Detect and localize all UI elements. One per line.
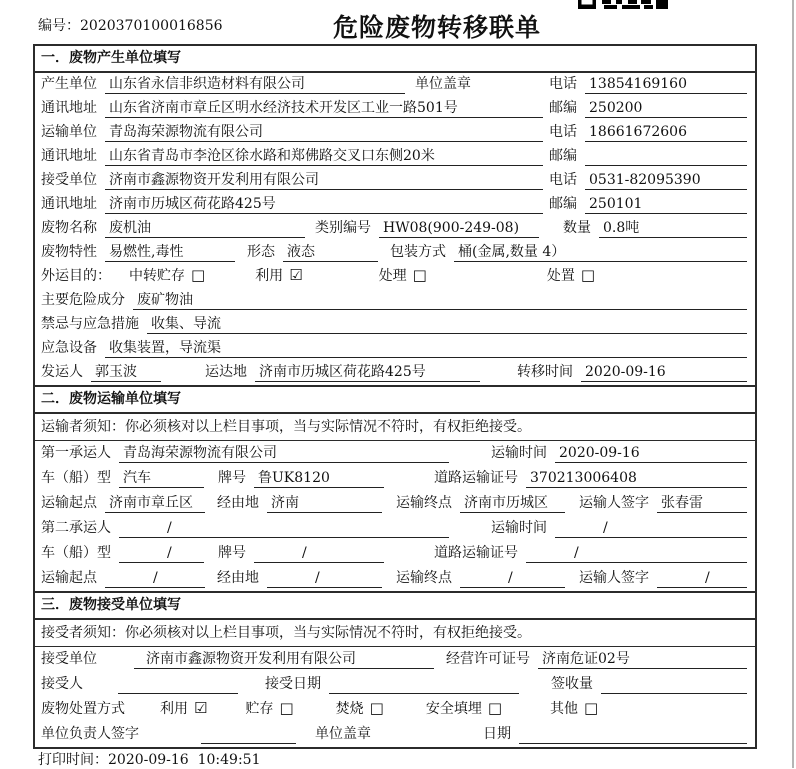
- field-value: 370213006408: [526, 469, 747, 488]
- field-label: 运输单位: [41, 124, 97, 140]
- checkbox-unchecked-icon: □: [279, 699, 294, 717]
- field-value: 济南市鑫源物资开发利用有限公司: [105, 171, 543, 190]
- field-value: 济南市章丘区: [105, 494, 205, 513]
- field-value: 2020-09-16: [581, 363, 747, 382]
- form-row: [35, 491, 755, 516]
- form-row: [35, 722, 755, 747]
- checkbox: [255, 266, 302, 286]
- field-value: /: [119, 519, 449, 538]
- checkbox-label: 利用: [255, 268, 284, 284]
- form-row: [35, 193, 755, 217]
- form-row: [35, 466, 755, 491]
- section-1: [35, 46, 755, 385]
- print-time-value: 2020-09-16 10:49:51: [108, 752, 261, 768]
- field-label: 外运目的：: [41, 268, 111, 284]
- form-row: [35, 73, 755, 97]
- field-label: 运输起点: [41, 570, 97, 586]
- checkbox-label: 处理: [378, 268, 407, 284]
- checkbox-label: 贮存: [245, 701, 274, 717]
- field-label: 形态: [247, 244, 275, 260]
- form: [33, 44, 757, 749]
- checkbox: [129, 266, 205, 286]
- form-row: [35, 217, 755, 241]
- field-label: 运输人签字: [579, 495, 649, 511]
- field-value: 山东省青岛市李沧区徐水路和郑佛路交叉口东侧20米: [105, 147, 543, 166]
- field-value: HW08(900-249-08): [379, 219, 539, 238]
- field-label: 车（船）型: [41, 470, 111, 486]
- field-value: /: [460, 569, 565, 588]
- field-label: 废物处置方式: [41, 701, 125, 717]
- field-label: 应急设备: [41, 340, 97, 356]
- checkbox-label: 中转贮存: [129, 268, 185, 284]
- field-value: [329, 675, 519, 694]
- field-value: 易燃性,毒性: [105, 243, 235, 262]
- field-value: [118, 675, 238, 694]
- checkbox-unchecked-icon: □: [487, 699, 503, 717]
- field-label: 电话: [549, 172, 577, 188]
- field-value: 青岛海荣源物流有限公司: [119, 444, 449, 463]
- field-value: 山东省永信非织造材料有限公司: [105, 75, 405, 94]
- field-value: 液态: [283, 243, 378, 262]
- field-label: 日期: [483, 726, 511, 742]
- field-value: 0531-82095390: [585, 171, 747, 190]
- field-label: 接受人: [41, 676, 83, 692]
- field-value: [585, 147, 747, 166]
- field-label: 运输时间: [491, 445, 547, 461]
- form-row: [35, 241, 755, 265]
- serial-label: 编号：: [38, 18, 80, 34]
- field-label: 经由地: [217, 570, 259, 586]
- form-row: [35, 672, 755, 697]
- field-label: 主要危险成分: [41, 292, 125, 308]
- page-edge-line: [792, 0, 794, 768]
- field-value: 青岛海荣源物流有限公司: [105, 123, 543, 142]
- field-label: 接受单位: [41, 172, 97, 188]
- field-value: 汽车: [119, 469, 204, 488]
- field-value: 济南市历城区荷花路425号: [255, 363, 480, 382]
- checkbox-unchecked-icon: □: [369, 699, 384, 717]
- field-value: /: [267, 569, 382, 588]
- field-label: 废物名称: [41, 220, 97, 236]
- field-label: 牌号: [218, 470, 246, 486]
- form-row: [35, 313, 755, 337]
- serial-value: 2020370100016856: [80, 18, 223, 34]
- field-label: 转移时间: [517, 364, 573, 380]
- form-row: [35, 169, 755, 193]
- field-value: /: [119, 544, 204, 563]
- form-row: [35, 97, 755, 121]
- field-label: 第一承运人: [41, 445, 111, 461]
- field-label: 禁忌与应急措施: [41, 316, 139, 332]
- document-header: [0, 0, 796, 44]
- checkbox-checked-icon: ☑: [194, 699, 208, 717]
- field-label: 废物特性: [41, 244, 97, 260]
- field-value: 济南危证02号: [538, 650, 747, 669]
- section-3: [35, 591, 755, 747]
- checkbox-unchecked-icon: □: [191, 266, 206, 284]
- field-label: 单位盖章: [415, 76, 471, 92]
- field-value: 18661672606: [585, 123, 747, 142]
- field-label: 经营许可证号: [446, 651, 530, 667]
- checkbox-checked-icon: ☑: [289, 266, 303, 284]
- field-value: 250101: [585, 195, 747, 214]
- checkbox: [160, 699, 207, 719]
- field-value: /: [555, 519, 747, 538]
- checkbox-unchecked-icon: □: [412, 266, 427, 284]
- field-value: 鲁UK8120: [254, 469, 384, 488]
- field-value: [519, 725, 747, 744]
- field-label: 车（船）型: [41, 545, 111, 561]
- notice-text: 运输者须知：你必须核对以上栏目事项，当与实际情况不符时，有权拒绝接受。: [35, 414, 755, 441]
- checkbox-label: 焚烧: [335, 701, 364, 717]
- field-label: 单位负责人签字: [41, 726, 139, 742]
- field-label: 通讯地址: [41, 148, 97, 164]
- field-label: 第二承运人: [41, 520, 111, 536]
- print-time: [38, 749, 261, 769]
- field-value: 0.8吨: [599, 219, 747, 238]
- section-header: 二．废物运输单位填写: [35, 387, 755, 414]
- field-value: 山东省济南市章丘区明水经济技术开发区工业一路501号: [105, 99, 543, 118]
- field-value: 250200: [585, 99, 747, 118]
- checkbox: [379, 266, 427, 286]
- page-title: 危险废物转移联单: [332, 13, 541, 42]
- field-value: 济南市鑫源物资开发利用有限公司: [134, 650, 434, 669]
- field-label: 包装方式: [390, 244, 446, 260]
- field-value: 济南: [267, 494, 382, 513]
- field-label: 运达地: [205, 364, 247, 380]
- section-header: 三．废物接受单位填写: [35, 593, 755, 620]
- field-label: 发运人: [41, 364, 83, 380]
- field-label: 运输人签字: [579, 570, 649, 586]
- field-label: 单位盖章: [315, 726, 371, 742]
- checkbox-label: 其他: [550, 701, 579, 717]
- field-value: 张春雷: [657, 494, 747, 513]
- field-label: 电话: [549, 76, 577, 92]
- field-label: 道路运输证号: [434, 470, 518, 486]
- field-value: 桶(金属,数量 4）: [454, 243, 747, 262]
- form-row: [35, 361, 755, 385]
- checkbox: [426, 699, 502, 719]
- field-label: 签收量: [551, 676, 593, 692]
- field-value: /: [657, 569, 747, 588]
- field-label: 接受单位: [41, 651, 97, 667]
- field-label: 邮编: [549, 148, 577, 164]
- field-value: 收集装置，导流渠: [105, 339, 747, 358]
- field-value: /: [254, 544, 384, 563]
- checkbox-label: 安全填埋: [425, 701, 482, 717]
- field-value: 废矿物油: [133, 291, 747, 310]
- form-row: [35, 337, 755, 361]
- checkbox: [550, 699, 598, 719]
- form-row: [35, 289, 755, 313]
- qr-code-fragment: [578, 0, 668, 9]
- field-value: /: [105, 569, 205, 588]
- field-value: 2020-09-16: [555, 444, 747, 463]
- field-label: 道路运输证号: [434, 545, 518, 561]
- form-row: [35, 697, 755, 722]
- form-row: [35, 566, 755, 591]
- field-value: 废机油: [105, 219, 305, 238]
- section-header: 一．废物产生单位填写: [35, 46, 755, 73]
- field-label: 电话: [549, 124, 577, 140]
- field-label: 通讯地址: [41, 196, 97, 212]
- field-value: [601, 675, 747, 694]
- checkbox: [336, 699, 384, 719]
- section-2: [35, 385, 755, 591]
- field-label: 运输终点: [396, 495, 452, 511]
- field-label: 运输终点: [396, 570, 452, 586]
- field-value: 收集、导流: [147, 315, 747, 334]
- field-label: 数量: [563, 220, 591, 236]
- checkbox-unchecked-icon: □: [580, 266, 596, 284]
- checkbox-label: 处置: [546, 268, 575, 284]
- field-label: 牌号: [218, 545, 246, 561]
- field-value: 济南市历城区荷花路425号: [105, 195, 543, 214]
- print-time-label: 打印时间：: [38, 752, 108, 768]
- form-row: [35, 516, 755, 541]
- field-label: 运输起点: [41, 495, 97, 511]
- form-row: [35, 541, 755, 566]
- field-label: 类别编号: [315, 220, 371, 236]
- field-label: 通讯地址: [41, 100, 97, 116]
- field-value: 济南市历城区: [460, 494, 565, 513]
- field-label: 运输时间: [491, 520, 547, 536]
- field-value: /: [526, 544, 747, 563]
- form-row: [35, 265, 755, 289]
- field-label: 经由地: [217, 495, 259, 511]
- checkbox: [547, 266, 595, 286]
- field-label: 接受日期: [265, 676, 321, 692]
- field-label: 产生单位: [41, 76, 97, 92]
- form-row: [35, 441, 755, 466]
- form-row: [35, 145, 755, 169]
- field-value: 郭玉波: [91, 363, 161, 382]
- field-value: 13854169160: [585, 75, 747, 94]
- checkbox-unchecked-icon: □: [584, 699, 599, 717]
- field-label: 邮编: [549, 100, 577, 116]
- checkbox-label: 利用: [160, 701, 188, 717]
- form-row: [35, 647, 755, 672]
- field-value: [201, 725, 296, 744]
- field-label: 邮编: [549, 196, 577, 212]
- checkbox: [245, 699, 293, 719]
- form-row: [35, 121, 755, 145]
- notice-text: 接受者须知：你必须核对以上栏目事项，当与实际情况不符时，有权拒绝接受。: [35, 620, 755, 647]
